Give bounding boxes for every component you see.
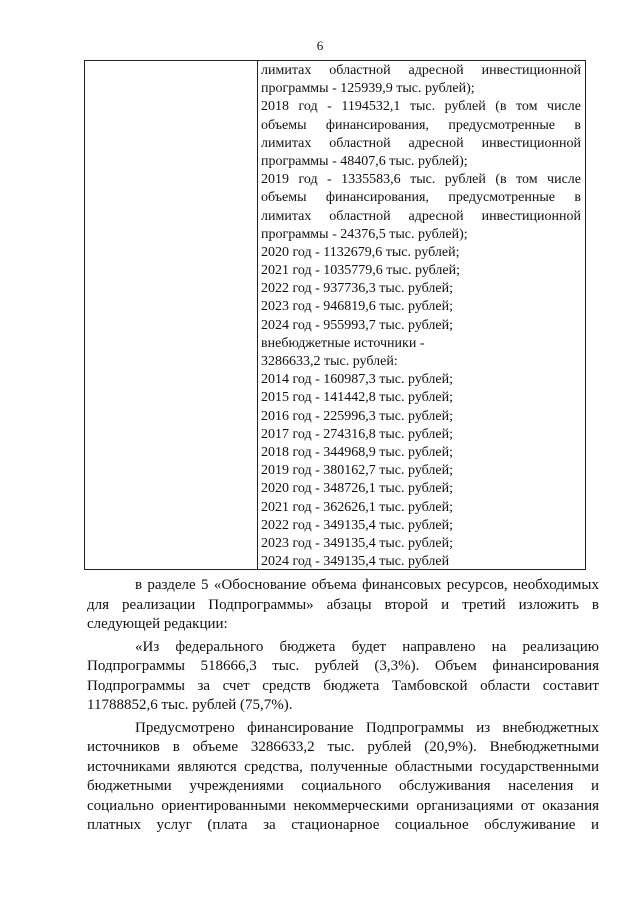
- cell-line: 2024 год - 349135,4 тыс. рублей: [261, 554, 450, 570]
- cell-line: 2021 год - 1035779,6 тыс. рублей;: [261, 263, 461, 279]
- cell-line: лимитах областной адресной инвестиционной: [261, 208, 581, 224]
- cell-line: 2023 год - 349135,4 тыс. рублей;: [261, 535, 454, 551]
- paragraph-line: социально ориентированными некоммерческими организациями от оказания: [87, 797, 599, 814]
- cell-line: 2022 год - 937736,3 тыс. рублей;: [261, 281, 454, 297]
- cell-line: 2021 год - 362626,1 тыс. рублей;: [261, 499, 454, 515]
- cell-line: 2022 год - 349135,4 тыс. рублей;: [261, 517, 454, 533]
- cell-line: внебюджетные источники -: [261, 335, 425, 351]
- table-cell-financing: [261, 62, 581, 571]
- paragraph-line: Подпрограммы за счет средств бюджета Тамбовской области составит: [87, 677, 599, 694]
- cell-line: объемы финансирования, предусмотренные в: [261, 117, 581, 133]
- paragraph-line: Подпрограммы 518666,3 тыс. рублей (3,3%). Объем финансирования: [87, 658, 599, 674]
- cell-line: 2020 год - 1132679,6 тыс. рублей;: [261, 244, 460, 260]
- cell-line: 2024 год - 955993,7 тыс. рублей;: [261, 317, 454, 333]
- paragraph-line: Предусмотрено финансирование Подпрограммы из внебюджетных: [135, 719, 599, 736]
- paragraph-line: «Из федерального бюджета будет направлено на реализацию: [135, 638, 599, 655]
- cell-line: 2018 год - 1194532,1 тыс. рублей (в том числе: [261, 99, 581, 115]
- paragraph-line: для реализации Подпрограммы» абзацы второй и третий изложить в: [87, 596, 599, 613]
- paragraph-line: 11788852,6 тыс. рублей (75,7%).: [87, 697, 293, 713]
- paragraph-line: в разделе 5 «Обоснование объема финансовых ресурсов, необходимых: [135, 577, 599, 593]
- page-number: 6: [316, 38, 324, 53]
- cell-line: лимитах областной адресной инвестиционной: [261, 63, 581, 78]
- cell-line: 2019 год - 380162,7 тыс. рублей;: [261, 463, 454, 479]
- cell-line: 2016 год - 225996,3 тыс. рублей;: [261, 408, 454, 424]
- cell-line: 2019 год - 1335583,6 тыс. рублей (в том числе: [261, 172, 581, 188]
- cell-line: 2017 год - 274316,8 тыс. рублей;: [261, 426, 454, 442]
- paragraph-line: источников в объеме 3286633,2 тыс. рублей (20,9%). Внебюджетными: [87, 739, 599, 755]
- cell-line: 2023 год - 946819,6 тыс. рублей;: [261, 299, 454, 315]
- cell-line: программы - 125939,9 тыс. рублей);: [261, 81, 475, 97]
- paragraph-line: источниками являются средства, полученные областными государственными: [87, 758, 599, 775]
- cell-line: программы - 48407,6 тыс. рублей);: [261, 153, 468, 169]
- paragraph-line: платных услуг (плата за стационарное социальное обслуживание и: [87, 817, 599, 833]
- cell-line: 2015 год - 141442,8 тыс. рублей;: [261, 390, 454, 406]
- cell-line: 2020 год - 348726,1 тыс. рублей;: [261, 481, 454, 497]
- financing-table: [84, 60, 586, 570]
- cell-line: объемы финансирования, предусмотренные в: [261, 190, 581, 206]
- table-column-divider: [257, 61, 258, 569]
- paragraph-line: бюджетными учреждениями социального обслуживания населения и: [87, 778, 599, 794]
- paragraph-line: следующей редакции:: [87, 616, 228, 632]
- cell-line: 2018 год - 344968,9 тыс. рублей;: [261, 444, 454, 460]
- cell-line: 3286633,2 тыс. рублей:: [261, 354, 398, 369]
- body-text: [87, 576, 599, 836]
- cell-line: 2014 год - 160987,3 тыс. рублей;: [261, 372, 454, 388]
- cell-line: программы - 24376,5 тыс. рублей);: [261, 226, 468, 242]
- cell-line: лимитах областной адресной инвестиционной: [261, 135, 581, 151]
